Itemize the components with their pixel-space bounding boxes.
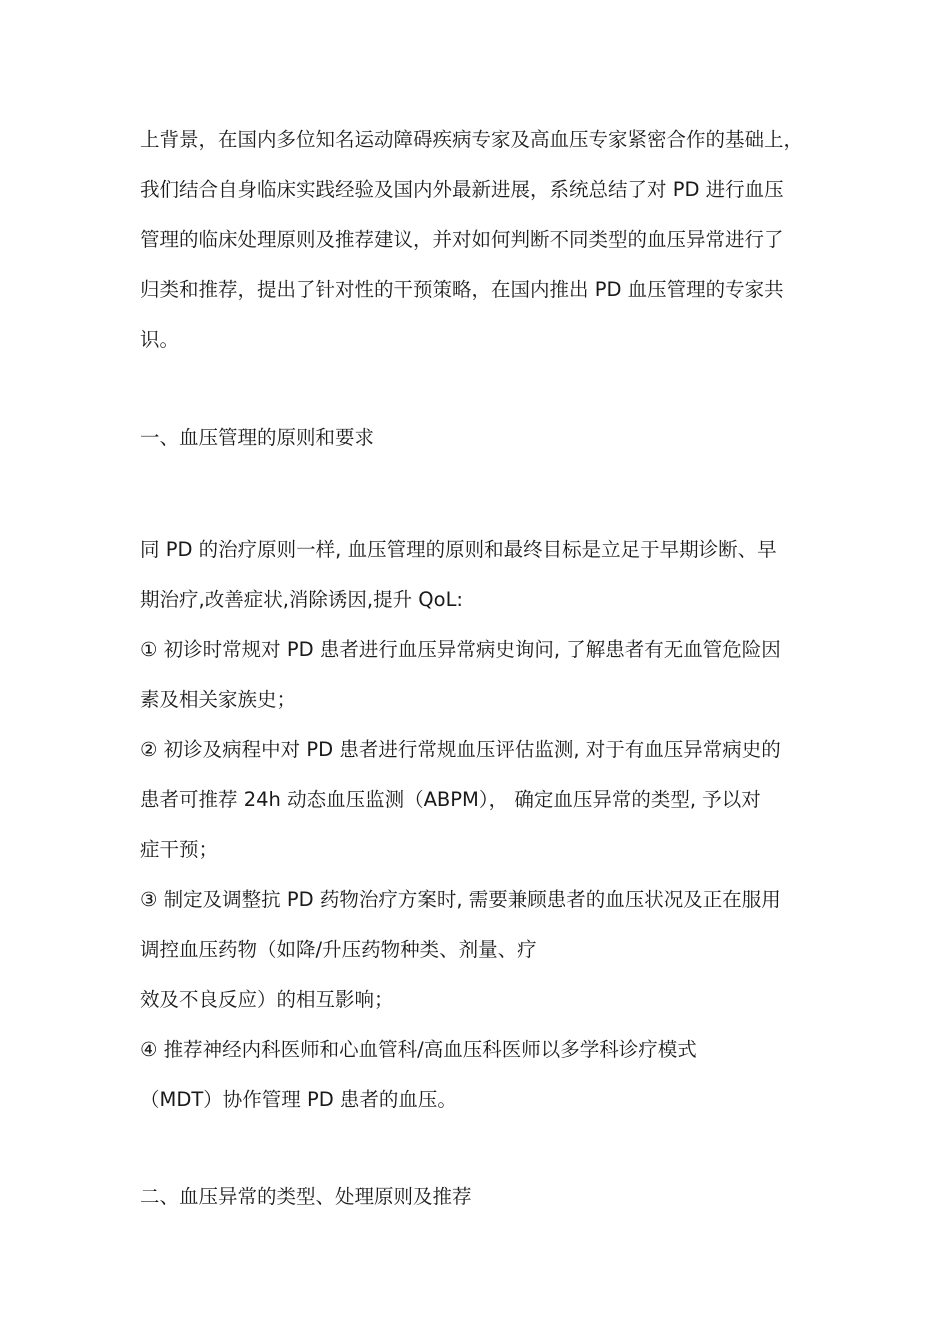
paragraph-line: 同 PD 的治疗原则一样, 血压管理的原则和最终目标是立足于早期诊断、早 bbox=[140, 538, 777, 561]
section-heading: 一、血压管理的原则和要求 bbox=[140, 426, 375, 449]
list-item-line: ① 初诊时常规对 PD 患者进行血压异常病史询问, 了解患者有无血管危险因 bbox=[140, 638, 781, 661]
list-item-line: （MDT）协作管理 PD 患者的血压。 bbox=[140, 1088, 457, 1111]
list-item-line: ④ 推荐神经内科医师和心血管科/高血压科医师以多学科诊疗模式 bbox=[140, 1038, 697, 1061]
list-item-line: 症干预； bbox=[140, 838, 219, 861]
intro-line: 上背景，在国内多位知名运动障碍疾病专家及高血压专家紧密合作的基础上， bbox=[140, 128, 804, 151]
intro-line: 识。 bbox=[140, 328, 180, 351]
list-item-line: ③ 制定及调整抗 PD 药物治疗方案时, 需要兼顾患者的血压状况及正在服用 bbox=[140, 888, 781, 911]
list-item-line: ② 初诊及病程中对 PD 患者进行常规血压评估监测, 对于有血压异常病史的 bbox=[140, 738, 781, 761]
intro-line: 管理的临床处理原则及推荐建议，并对如何判断不同类型的血压异常进行了 bbox=[140, 228, 784, 251]
list-item-line: 调控血压药物（如降/升压药物种类、剂量、疗 bbox=[140, 938, 537, 961]
section-heading: 二、血压异常的类型、处理原则及推荐 bbox=[140, 1185, 472, 1208]
intro-line: 归类和推荐，提出了针对性的干预策略，在国内推出 PD 血压管理的专家共 bbox=[140, 278, 784, 301]
intro-line: 我们结合自身临床实践经验及国内外最新进展，系统总结了对 PD 进行血压 bbox=[140, 178, 784, 201]
list-item-line: 患者可推荐 24h 动态血压监测（ABPM）， 确定血压异常的类型, 予以对 bbox=[140, 788, 761, 811]
list-item-line: 素及相关家族史； bbox=[140, 688, 297, 711]
paragraph-line: 期治疗,改善症状,消除诱因,提升 QoL: bbox=[140, 588, 464, 611]
list-item-line: 效及不良反应）的相互影响； bbox=[140, 988, 394, 1011]
